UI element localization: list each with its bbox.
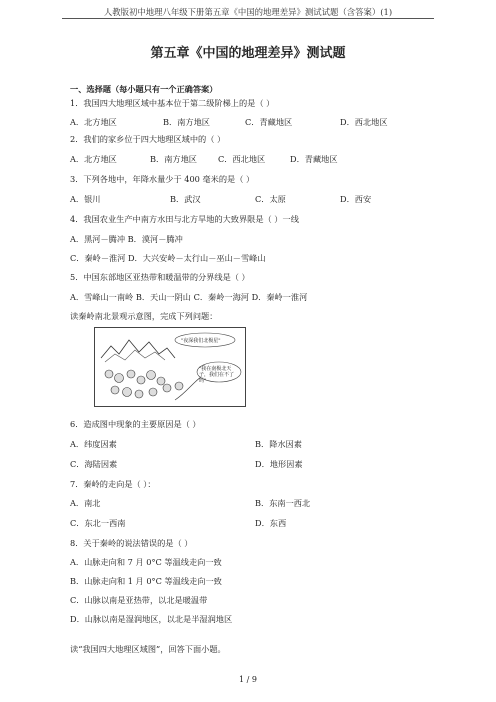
q8-opt-d: D．山脉以南是湿润地区，以北是半湿润地区	[70, 614, 233, 624]
q6-opt-d: D．地形因素	[255, 459, 303, 469]
q6-opt-c: C．海陆因素	[70, 459, 118, 469]
q2-opt-b: B．南方地区	[150, 154, 197, 164]
q5-opts-line: A．雪峰山一南岭 B．天山一阴山 C．秦岭一海河 D．秦岭一淮河	[70, 292, 308, 302]
q3-opt-b: B．武汉	[170, 194, 201, 204]
page-number: 1 / 9	[239, 675, 257, 684]
q5-stem: 5．中国东部地区亚热带和暖温带的分界线是（ ）	[70, 272, 250, 282]
q2-opt-c: C．西北地区	[218, 154, 266, 164]
q7-opt-b: B．东南一西北	[255, 498, 311, 508]
q7-opt-d: D．东西	[255, 518, 287, 528]
header-rule	[62, 18, 434, 19]
doc-title: 第五章《中国的地理差异》测试题	[150, 46, 346, 61]
page-header: 人教版初中地理八年级下册第五章《中国的地理差异》测试试题（含答案）(1)	[103, 7, 393, 17]
q1-stem: 1．我国四大地理区域中基本位于第二级阶梯上的是（ ）	[70, 98, 275, 108]
q4-opts-line-2: C．秦岭－淮河 D．大兴安岭－太行山－巫山－雪峰山	[70, 253, 266, 263]
q3-opt-c: C．太原	[255, 194, 286, 204]
q3-stem: 3．下列各地中，年降水量少于 400 毫米的是（ ）	[70, 174, 255, 184]
q7-opt-c: C．东北一西南	[70, 518, 126, 528]
q8-opt-b: B．山脉走向和 1 月 0°C 等温线走向一致	[70, 576, 222, 586]
q7-opt-a: A．南北	[70, 498, 101, 508]
q1-opt-b: B．南方地区	[163, 117, 210, 127]
q2-opt-d: D．青藏地区	[290, 154, 338, 164]
qinling-landscape-figure	[94, 327, 246, 407]
q8-opt-c: C．山脉以南是亚热带，以北是暖温带	[70, 595, 208, 605]
q8-stem: 8．关于秦岭的说法错误的是（ ）	[70, 538, 193, 548]
q6-opt-a: A．纬度因素	[70, 439, 117, 449]
q3-opt-d: D．西安	[340, 194, 372, 204]
q7-stem: 7．秦岭的走向是（ ）：	[70, 479, 156, 489]
q3-opt-a: A．银川	[70, 194, 101, 204]
q2-stem: 2．我们的家乡位于四大地理区域中的（ ）	[70, 134, 226, 144]
q6-stem: 6．造成图中现象的主要原因是（ ）	[70, 419, 201, 429]
q6-opt-b: B．降水因素	[255, 439, 302, 449]
intro-qinling: 读秦岭南北景观示意图，完成下列问题：	[70, 311, 218, 321]
q1-opt-d: D．西北地区	[340, 117, 388, 127]
figure-caption-top: "夜深我们北极星"	[181, 338, 221, 344]
q2-opt-a: A．北方地区	[70, 154, 117, 164]
figure-caption-bottom: "我在南极北天子，我们在不了吗"	[199, 366, 235, 384]
section-heading: 一、选择题（每小题只有一个正确答案）	[70, 84, 218, 94]
q4-opts-line-1: A．黑河－腾冲 B．漠河－腾冲	[70, 234, 183, 244]
q8-opt-a: A．山脉走向和 7 月 0°C 等温线走向一致	[70, 557, 222, 567]
q1-opt-a: A．北方地区	[70, 117, 117, 127]
intro-regions-map: 读“我国四大地理区域图”，回答下面小题。	[70, 644, 226, 654]
q1-opt-c: C．青藏地区	[245, 117, 293, 127]
q4-stem: 4．我国农业生产中南方水田与北方旱地的大致界限是（ ）一线	[70, 214, 299, 224]
